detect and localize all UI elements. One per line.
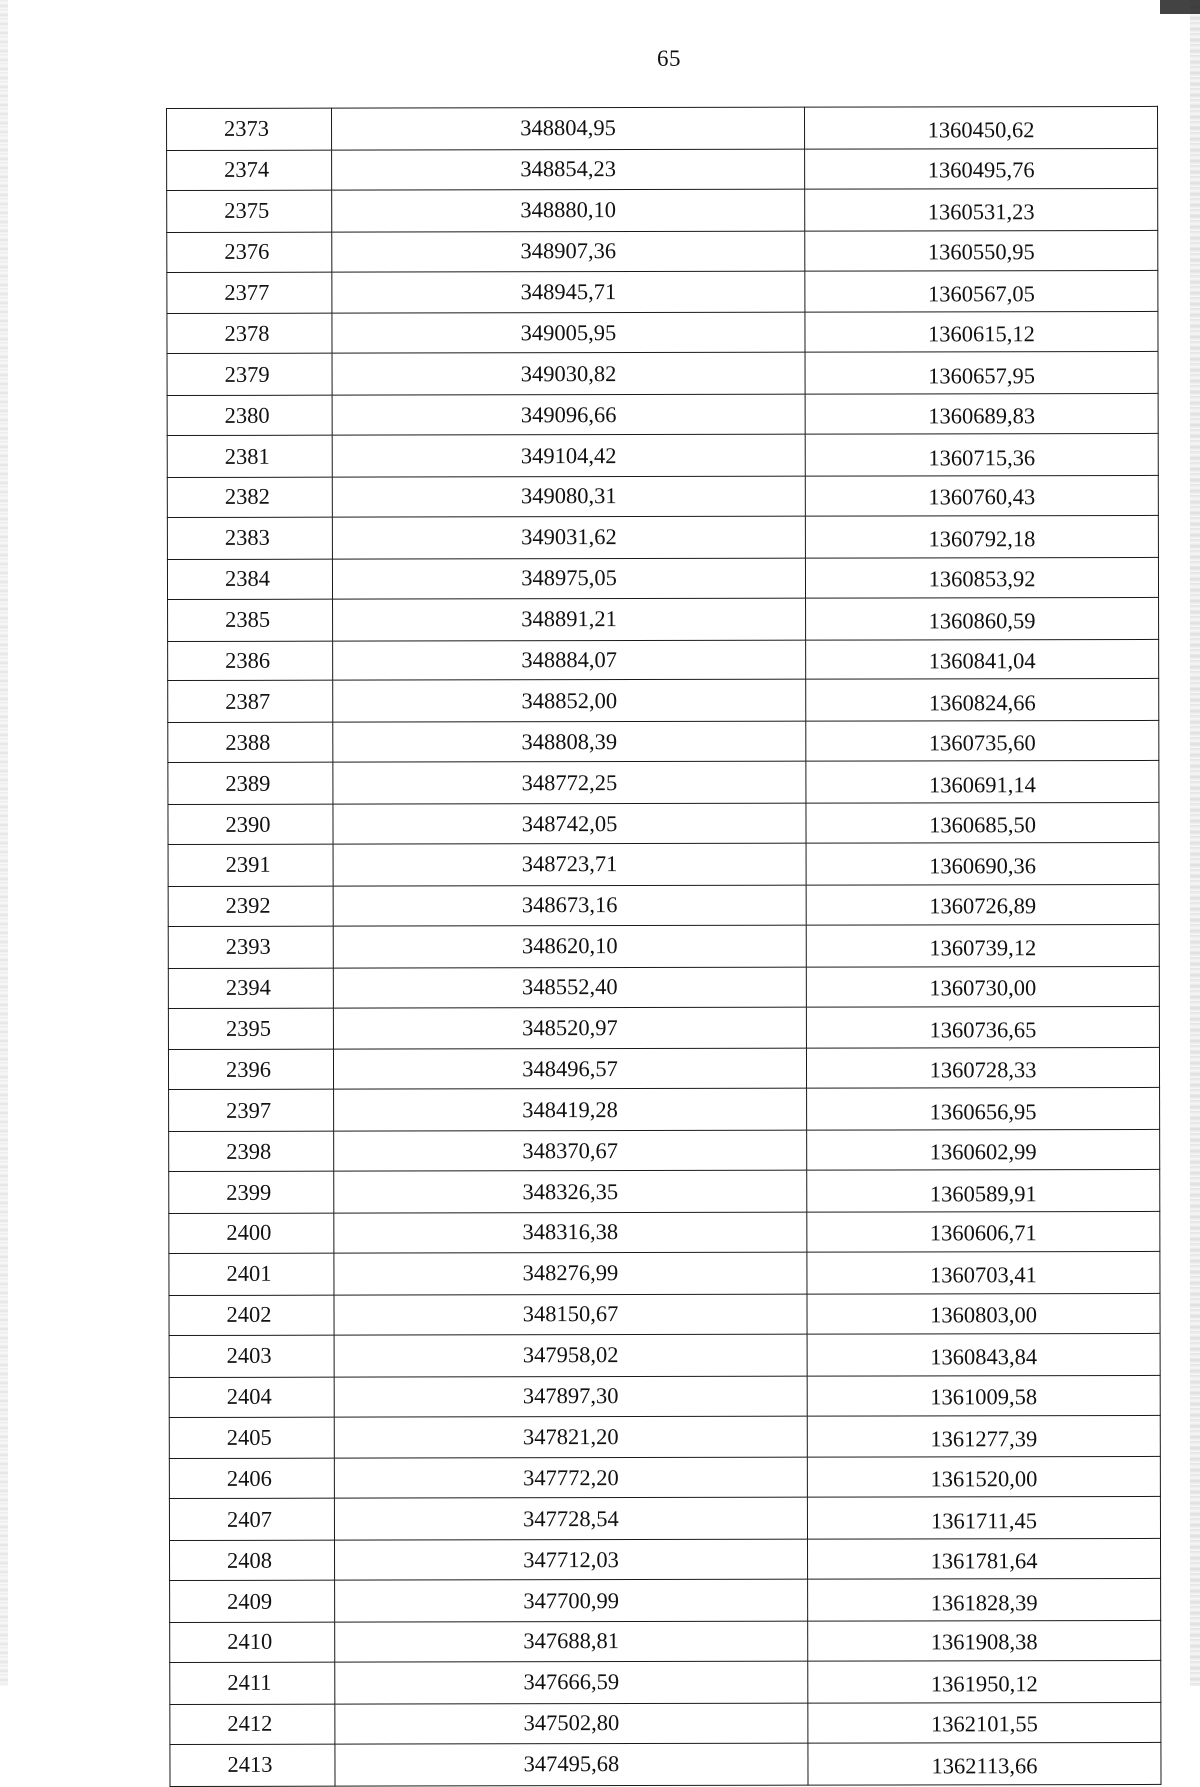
point-number-cell: 2385 [168, 599, 333, 641]
x-coordinate-cell: 348891,21 [333, 598, 806, 641]
y-coordinate-cell: 1361520,00 [807, 1457, 1160, 1498]
point-number-cell: 2412 [170, 1704, 335, 1744]
y-coordinate-cell: 1361781,64 [807, 1539, 1160, 1580]
point-number-cell: 2403 [169, 1335, 334, 1377]
table-row [167, 557, 1158, 599]
y-coordinate-cell: 1360715,36 [805, 434, 1158, 477]
coordinates-table [166, 106, 1162, 1787]
point-number-cell: 2395 [168, 1008, 333, 1050]
coordinates-table-wrapper [166, 106, 1161, 1787]
point-number-cell: 2386 [168, 641, 333, 681]
table-row [168, 924, 1159, 968]
x-coordinate-cell: 348419,28 [334, 1089, 807, 1132]
x-coordinate-cell: 348772,25 [333, 761, 806, 804]
point-number-cell: 2401 [169, 1253, 334, 1295]
x-coordinate-cell: 347897,30 [334, 1376, 807, 1417]
x-coordinate-cell: 348316,38 [334, 1212, 807, 1253]
table-row [167, 188, 1158, 232]
table-row [169, 1088, 1160, 1132]
y-coordinate-cell: 1360685,50 [806, 803, 1159, 844]
x-coordinate-cell: 348620,10 [333, 925, 806, 968]
table-row [169, 1333, 1160, 1377]
y-coordinate-cell: 1360860,59 [806, 597, 1159, 640]
point-number-cell: 2397 [169, 1090, 334, 1132]
x-coordinate-cell: 348945,71 [332, 271, 805, 314]
point-number-cell: 2378 [167, 314, 332, 354]
point-number-cell: 2373 [167, 108, 332, 150]
x-coordinate-cell: 348326,35 [334, 1170, 807, 1213]
table-row [167, 148, 1158, 190]
table-row [170, 1660, 1161, 1704]
y-coordinate-cell: 1360853,92 [805, 557, 1158, 598]
y-coordinate-cell: 1360689,83 [805, 394, 1158, 435]
y-coordinate-cell: 1361950,12 [808, 1660, 1161, 1703]
table-row [170, 1620, 1161, 1662]
table-row [167, 106, 1158, 150]
point-number-cell: 2396 [168, 1050, 333, 1090]
y-coordinate-cell: 1360657,95 [805, 352, 1158, 395]
y-coordinate-cell: 1360691,14 [806, 761, 1159, 804]
y-coordinate-cell: 1362101,55 [808, 1702, 1161, 1743]
table-row [169, 1170, 1160, 1214]
y-coordinate-cell: 1361908,38 [808, 1620, 1161, 1661]
table-row [169, 1375, 1160, 1417]
point-number-cell: 2375 [167, 190, 332, 232]
x-coordinate-cell: 348742,05 [333, 803, 806, 844]
y-coordinate-cell: 1360824,66 [806, 679, 1159, 722]
y-coordinate-cell: 1360760,43 [805, 475, 1158, 516]
point-number-cell: 2387 [168, 681, 333, 723]
scan-edge-right [1190, 0, 1200, 1686]
y-coordinate-cell: 1361711,45 [807, 1497, 1160, 1540]
x-coordinate-cell: 349080,31 [332, 476, 805, 517]
y-coordinate-cell: 1360726,89 [806, 884, 1159, 925]
x-coordinate-cell: 347495,68 [335, 1743, 808, 1786]
y-coordinate-cell: 1360843,84 [807, 1333, 1160, 1376]
x-coordinate-cell: 349096,66 [332, 394, 805, 435]
point-number-cell: 2389 [168, 762, 333, 804]
point-number-cell: 2384 [167, 559, 332, 599]
y-coordinate-cell: 1360792,18 [805, 515, 1158, 558]
table-row [169, 1211, 1160, 1253]
scan-edge-left [0, 0, 8, 1686]
y-coordinate-cell: 1361828,39 [808, 1578, 1161, 1621]
table-row [168, 1006, 1159, 1050]
y-coordinate-cell: 1360730,00 [806, 966, 1159, 1007]
point-number-cell: 2374 [167, 150, 332, 190]
table-row [167, 394, 1158, 436]
coordinates-table-body [167, 106, 1162, 1786]
table-row [169, 1415, 1160, 1459]
x-coordinate-cell: 349031,62 [332, 516, 805, 559]
x-coordinate-cell: 348276,99 [334, 1252, 807, 1295]
y-coordinate-cell: 1360841,04 [806, 639, 1159, 680]
point-number-cell: 2379 [167, 353, 332, 395]
point-number-cell: 2407 [169, 1498, 334, 1540]
x-coordinate-cell: 348552,40 [333, 967, 806, 1008]
x-coordinate-cell: 347821,20 [334, 1416, 807, 1459]
table-row [167, 475, 1158, 517]
table-row [169, 1457, 1160, 1499]
y-coordinate-cell: 1360735,60 [806, 721, 1159, 762]
x-coordinate-cell: 348804,95 [332, 107, 805, 150]
point-number-cell: 2390 [168, 804, 333, 844]
point-number-cell: 2404 [169, 1377, 334, 1417]
page-number: 65 [657, 46, 681, 71]
y-coordinate-cell: 1360531,23 [805, 188, 1158, 231]
x-coordinate-cell: 348975,05 [332, 558, 805, 599]
x-coordinate-cell: 347772,20 [334, 1458, 807, 1499]
y-coordinate-cell: 1360550,95 [805, 230, 1158, 271]
x-coordinate-cell: 349104,42 [332, 434, 805, 477]
table-row [168, 1048, 1159, 1090]
table-row [170, 1539, 1161, 1581]
y-coordinate-cell: 1360589,91 [807, 1170, 1160, 1213]
x-coordinate-cell: 348907,36 [332, 231, 805, 272]
x-coordinate-cell: 347666,59 [335, 1661, 808, 1704]
x-coordinate-cell: 348723,71 [333, 843, 806, 886]
table-row [168, 966, 1159, 1008]
point-number-cell: 2382 [167, 477, 332, 517]
y-coordinate-cell: 1360567,05 [805, 270, 1158, 313]
point-number-cell: 2392 [168, 886, 333, 926]
table-row [167, 434, 1158, 478]
x-coordinate-cell: 349030,82 [332, 353, 805, 396]
point-number-cell: 2406 [169, 1459, 334, 1499]
table-row [169, 1130, 1160, 1172]
y-coordinate-cell: 1360495,76 [805, 148, 1158, 189]
table-row [170, 1578, 1161, 1622]
x-coordinate-cell: 348880,10 [332, 189, 805, 232]
table-row [169, 1497, 1160, 1541]
x-coordinate-cell: 347502,80 [335, 1703, 808, 1744]
y-coordinate-cell: 1360736,65 [806, 1006, 1159, 1049]
point-number-cell: 2410 [170, 1622, 335, 1662]
table-row [168, 721, 1159, 763]
scan-corner-mark [1160, 0, 1200, 14]
x-coordinate-cell: 348673,16 [333, 885, 806, 926]
table-row [167, 230, 1158, 272]
point-number-cell: 2409 [170, 1580, 335, 1622]
point-number-cell: 2411 [170, 1662, 335, 1704]
x-coordinate-cell: 347688,81 [335, 1621, 808, 1662]
table-row [170, 1742, 1161, 1786]
y-coordinate-cell: 1360690,36 [806, 842, 1159, 885]
table-row [167, 515, 1158, 559]
point-number-cell: 2405 [169, 1417, 334, 1459]
x-coordinate-cell: 348884,07 [333, 640, 806, 681]
x-coordinate-cell: 348150,67 [334, 1294, 807, 1335]
table-row [167, 270, 1158, 314]
x-coordinate-cell: 347700,99 [335, 1579, 808, 1622]
table-row [169, 1251, 1160, 1295]
table-row [168, 639, 1159, 681]
point-number-cell: 2377 [167, 272, 332, 314]
point-number-cell: 2400 [169, 1213, 334, 1253]
x-coordinate-cell: 348496,57 [333, 1049, 806, 1090]
x-coordinate-cell: 348370,67 [334, 1130, 807, 1171]
point-number-cell: 2391 [168, 844, 333, 886]
y-coordinate-cell: 1360602,99 [807, 1130, 1160, 1171]
table-row [168, 679, 1159, 723]
point-number-cell: 2376 [167, 232, 332, 272]
y-coordinate-cell: 1361009,58 [807, 1375, 1160, 1416]
table-row [168, 597, 1159, 641]
x-coordinate-cell: 347728,54 [334, 1497, 807, 1540]
table-row [167, 312, 1158, 354]
y-coordinate-cell: 1361277,39 [807, 1415, 1160, 1458]
point-number-cell: 2413 [170, 1744, 335, 1786]
y-coordinate-cell: 1362113,66 [808, 1742, 1161, 1785]
point-number-cell: 2398 [169, 1131, 334, 1171]
table-row [168, 842, 1159, 886]
y-coordinate-cell: 1360606,71 [807, 1211, 1160, 1252]
point-number-cell: 2383 [167, 517, 332, 559]
x-coordinate-cell: 348852,00 [333, 680, 806, 723]
y-coordinate-cell: 1360656,95 [807, 1088, 1160, 1131]
x-coordinate-cell: 348808,39 [333, 722, 806, 763]
y-coordinate-cell: 1360739,12 [806, 924, 1159, 967]
y-coordinate-cell: 1360703,41 [807, 1251, 1160, 1294]
table-row [167, 352, 1158, 396]
x-coordinate-cell: 348520,97 [333, 1007, 806, 1050]
x-coordinate-cell: 349005,95 [332, 313, 805, 354]
y-coordinate-cell: 1360803,00 [807, 1293, 1160, 1334]
table-row [168, 803, 1159, 845]
point-number-cell: 2402 [169, 1295, 334, 1335]
x-coordinate-cell: 348854,23 [332, 149, 805, 190]
x-coordinate-cell: 347712,03 [335, 1539, 808, 1580]
y-coordinate-cell: 1360615,12 [805, 312, 1158, 353]
point-number-cell: 2393 [168, 926, 333, 968]
table-row [168, 761, 1159, 805]
table-row [168, 884, 1159, 926]
point-number-cell: 2394 [168, 968, 333, 1008]
point-number-cell: 2381 [167, 435, 332, 477]
point-number-cell: 2408 [170, 1540, 335, 1580]
y-coordinate-cell: 1360450,62 [804, 106, 1157, 149]
point-number-cell: 2399 [169, 1171, 334, 1213]
point-number-cell: 2380 [167, 395, 332, 435]
y-coordinate-cell: 1360728,33 [806, 1048, 1159, 1089]
table-row [169, 1293, 1160, 1335]
x-coordinate-cell: 347958,02 [334, 1334, 807, 1377]
table-row [170, 1702, 1161, 1744]
point-number-cell: 2388 [168, 723, 333, 763]
